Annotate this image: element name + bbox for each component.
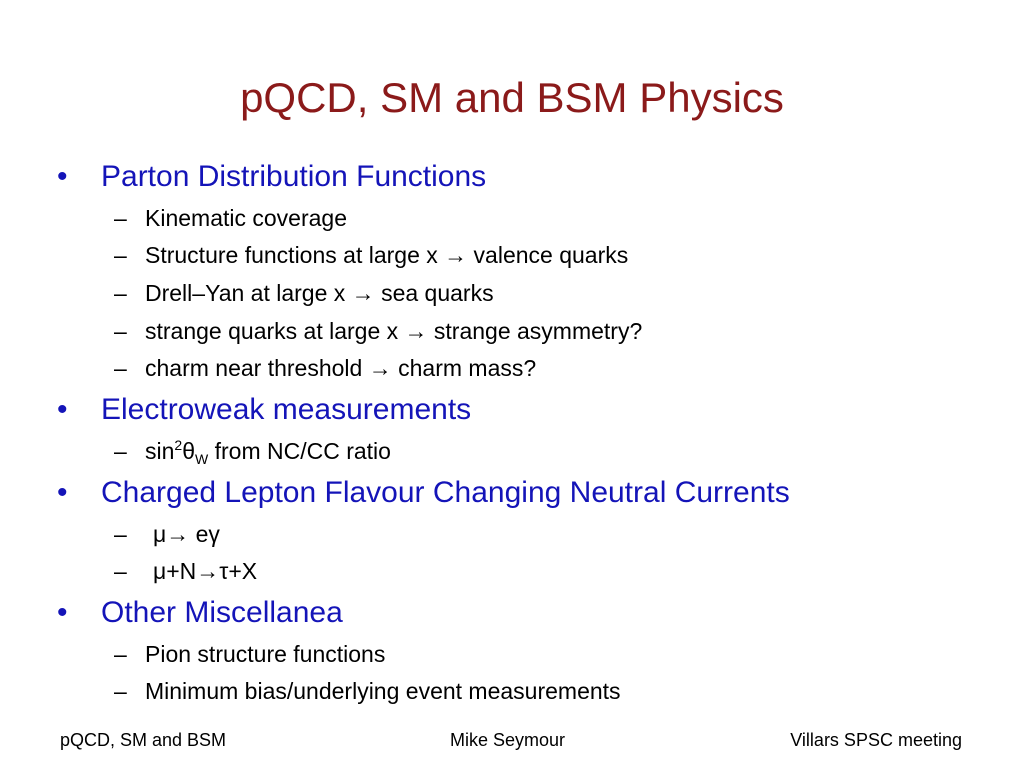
exponent: 2 xyxy=(174,437,183,453)
section-heading-text: Charged Lepton Flavour Changing Neutral Currents xyxy=(101,476,790,509)
footer-center: Mike Seymour xyxy=(450,730,566,750)
dash-marker: – xyxy=(114,641,127,667)
sub-item-text: Minimum bias/underlying event measurements xyxy=(145,678,621,704)
dash-marker: – xyxy=(114,205,127,231)
sub-item-text: μ+N→τ+X xyxy=(153,558,258,584)
dash-marker: – xyxy=(114,355,127,381)
sub-item-text: Structure functions at large x → valence quarks xyxy=(145,242,629,268)
sub-item-text: Pion structure functions xyxy=(145,641,386,667)
section-heading-text: Other Miscellanea xyxy=(101,596,343,629)
ratio-text: from NC/CC ratio xyxy=(208,438,391,464)
bullet-marker: • xyxy=(57,393,68,426)
sub-item-text: charm near threshold → charm mass? xyxy=(145,355,537,381)
bullet-marker: • xyxy=(57,476,68,509)
dash-marker: – xyxy=(114,318,127,344)
dash-marker: – xyxy=(114,438,127,464)
sub-item-text: μ→ eγ xyxy=(153,521,220,547)
footer-right: Villars SPSC meeting xyxy=(790,730,962,750)
sub-item-text: strange quarks at large x → strange asymmetry? xyxy=(145,318,643,344)
dash-marker: – xyxy=(114,242,127,268)
sub-item-text xyxy=(145,437,391,465)
sub-item-text: Drell–Yan at large x → sea quarks xyxy=(145,280,494,306)
bullet-marker: • xyxy=(57,160,68,193)
section-heading-text: Parton Distribution Functions xyxy=(101,160,487,193)
slide-title: pQCD, SM and BSM Physics xyxy=(240,74,784,121)
bullet-marker: • xyxy=(57,596,68,629)
dash-marker: – xyxy=(114,521,127,547)
dash-marker: – xyxy=(114,280,127,306)
dash-marker: – xyxy=(114,558,127,584)
theta-symbol: θ xyxy=(182,438,195,464)
sin-text: sin xyxy=(145,438,175,464)
sub-item-text: Kinematic coverage xyxy=(145,205,347,231)
footer-left: pQCD, SM and BSM xyxy=(60,730,227,750)
section-heading-text: Electroweak measurements xyxy=(101,393,472,426)
dash-marker: – xyxy=(114,678,127,704)
w-subscript: W xyxy=(195,451,209,467)
